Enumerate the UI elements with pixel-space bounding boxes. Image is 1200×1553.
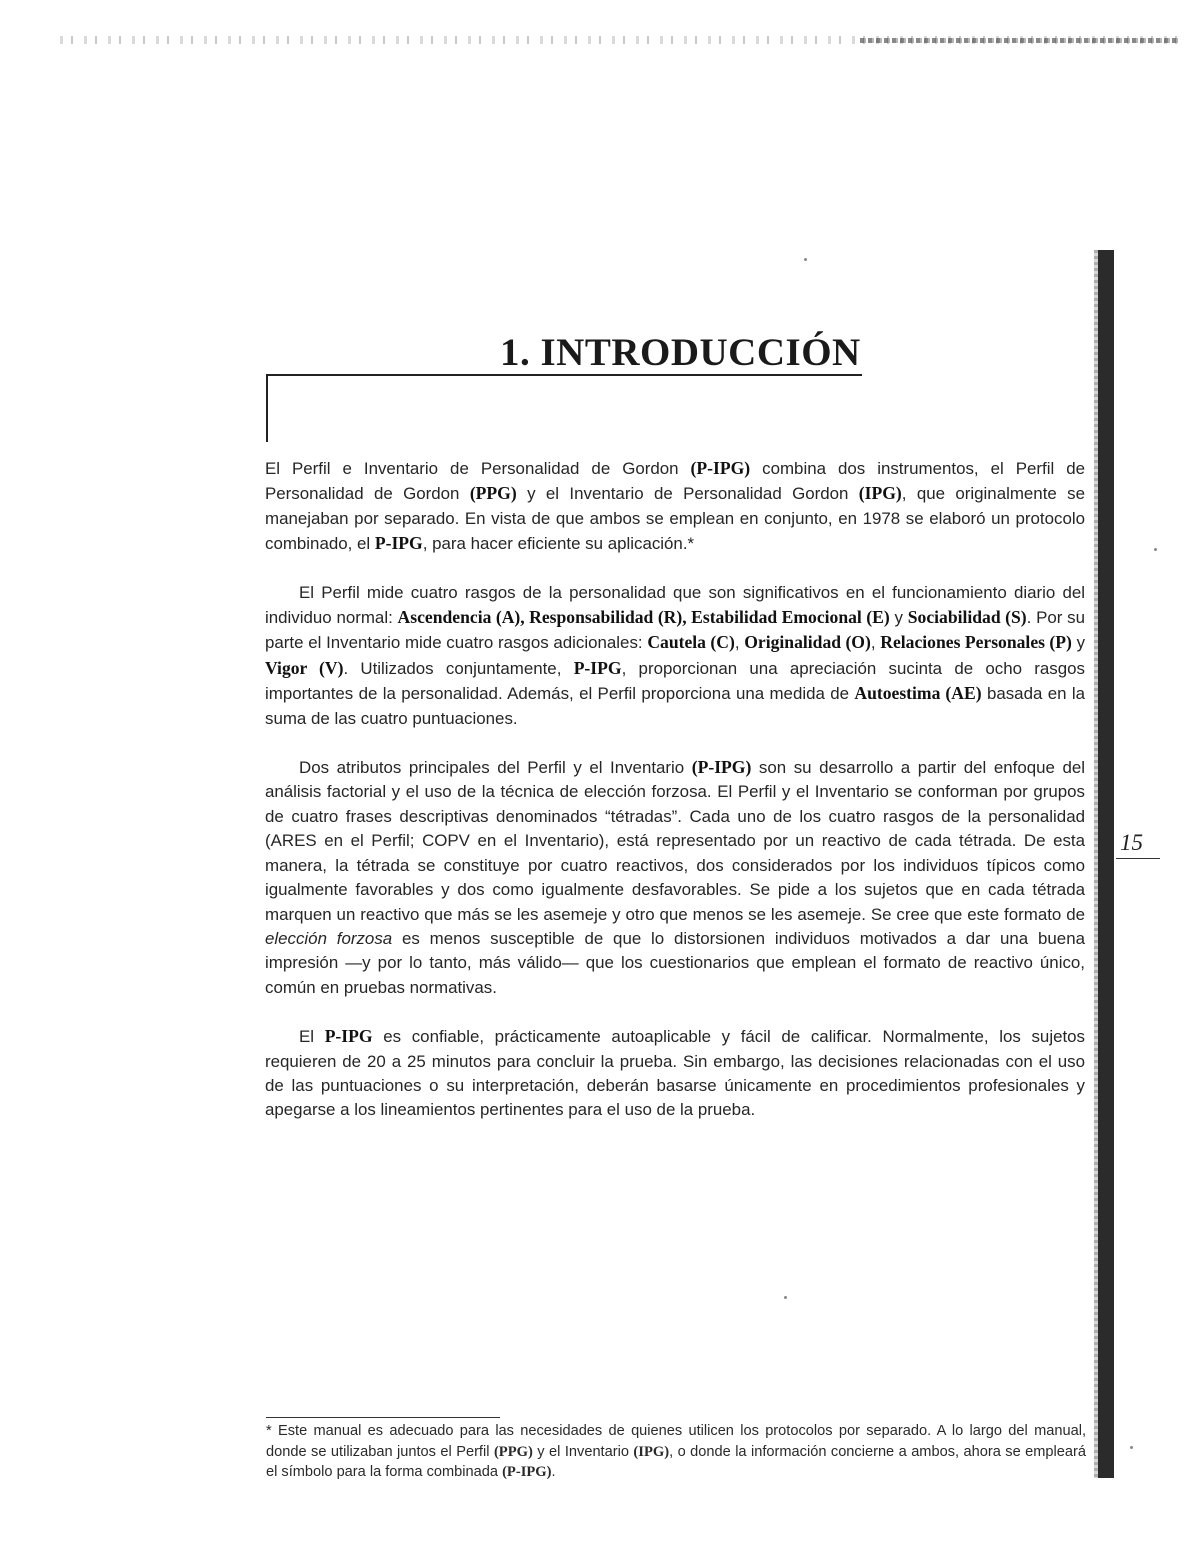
text-run: , para hacer eficiente su aplicación.* — [422, 534, 695, 554]
text-run: y el Inventario de Personalidad Gordon — [516, 484, 859, 504]
footnote — [266, 1421, 1086, 1483]
page-number: 15 — [1120, 830, 1143, 855]
bold-term: (IPG) — [858, 483, 902, 504]
text-run: El Perfil e Inventario de Personalidad de Gordon — [265, 459, 691, 478]
bold-term: Relaciones Personales (P) — [880, 632, 1072, 653]
scan-artifact-top-dark — [860, 38, 1180, 43]
text-run: es menos susceptible de que lo distorsionen individuos motivados a dar una buena impresión —y por lo tanto, más válido— que los cuestionarios que emplean el formato de reactivo único, común en pruebas normativas. — [265, 928, 1085, 997]
bold-term: (P-IPG) — [691, 757, 752, 778]
bold-term: Ascendencia (A), Responsabilidad (R), Estabilidad Emocional (E) — [397, 607, 890, 628]
scan-speck — [1130, 1446, 1133, 1449]
bold-term: (IPG) — [633, 1443, 670, 1460]
scan-speck — [784, 1296, 787, 1299]
bold-term: P-IPG — [374, 533, 423, 554]
text-run: . Utilizados conjuntamente, — [343, 658, 574, 678]
text-run: El — [299, 1027, 325, 1047]
text-run: . — [551, 1464, 556, 1481]
text-run: , que originalmente se manejaban por separado. En vista de que ambos se emplean en conjunto, en 1978 se elaboró un protocolo combinado, el — [265, 484, 1085, 554]
bold-term: Vigor (V) — [265, 657, 344, 678]
text-run: , — [734, 633, 745, 653]
paragraph — [265, 755, 1085, 1000]
bold-term: (PPG) — [493, 1443, 533, 1460]
page-number-rule — [1116, 858, 1160, 859]
paragraph — [265, 581, 1085, 731]
paragraph — [265, 456, 1085, 557]
text-run: basada en la suma de las cuatro puntuaciones. — [265, 684, 1085, 728]
body-text — [265, 456, 1085, 1147]
text-run: El Perfil mide cuatro rasgos de la personalidad que son significativos en el funcionamiento diario del individuo normal: — [265, 582, 1085, 628]
text-run: . Por su parte el Inventario mide cuatro rasgos adicionales: — [265, 608, 1085, 653]
text-run: y — [1071, 633, 1086, 653]
footnote-rule — [266, 1417, 500, 1418]
bold-term: P-IPG — [573, 657, 622, 678]
text-run: son su desarrollo a partir del enfoque del análisis factorial y el uso de la técnica de elección forzosa. El Perfil y el Inventario se conforman por grupos de cuatro frases descriptivas denominados “tétradas”. Cada uno de los cuatro rasgos de la personalidad (ARES en el Perfil; COPV en el Inventario), está representado por un reactivo de cada tétrada. De esta manera, la tétrada se constituye por cuatro reactivos, dos considerados por los individuos típicos como igualmente favorables y dos como igualmente desfavorables. Se pide a los sujetos que en cada tétrada marquen un reactivo que más se les asemeje y otro que menos se les asemeje. Se cree que este formato de — [265, 758, 1085, 924]
bold-term: (P-IPG) — [690, 458, 751, 478]
scan-speck — [804, 258, 807, 261]
heading-rule — [266, 374, 862, 376]
text-run: y el Inventario — [532, 1443, 634, 1460]
bold-term: Autoestima (AE) — [854, 683, 982, 704]
text-run: combina dos instrumentos, el Perfil de Personalidad de Gordon — [265, 459, 1085, 504]
scan-speck — [1154, 548, 1157, 551]
text-run: , proporcionan una apreciación sucinta de ocho rasgos importantes de la personalidad. Además, el Perfil proporciona una medida de — [265, 658, 1085, 704]
chapter-thumb-bar — [1098, 250, 1114, 1478]
bold-term: Cautela (C) — [647, 632, 735, 653]
text-run: * Este manual es adecuado para las necesidades de quienes utilicen los protocolos por separado. A lo largo del manual, donde se utilizaban juntos el Perfil — [266, 1423, 1086, 1460]
paragraph — [265, 1024, 1085, 1123]
bold-term: (P-IPG) — [502, 1464, 552, 1481]
text-run: Dos atributos principales del Perfil y el Inventario — [299, 758, 692, 778]
text-run: es confiable, prácticamente autoaplicable y fácil de calificar. Normalmente, los sujetos requieren de 20 a 25 minutos para concluir la prueba. Sin embargo, las decisiones relacionadas con el uso de las puntuaciones o su interpretación, deberán basarse únicamente en procedimientos profesionales y apegarse a los lineamientos pertinentes para el uso de la prueba. — [265, 1027, 1086, 1120]
text-run: y — [889, 608, 908, 628]
text-run: , — [870, 633, 881, 653]
heading-side-rule — [266, 374, 268, 442]
bold-term: (PPG) — [469, 483, 517, 504]
chapter-heading: 1. INTRODUCCIÓN — [500, 331, 861, 374]
bold-term: Sociabilidad (S) — [907, 607, 1027, 628]
italic-term: elección forzosa — [265, 928, 393, 948]
bold-term: P-IPG — [324, 1026, 373, 1047]
bold-term: Originalidad (O) — [744, 632, 871, 653]
text-run: , o donde la información concierne a ambos, ahora se empleará el símbolo para la forma combinada — [266, 1443, 1086, 1481]
